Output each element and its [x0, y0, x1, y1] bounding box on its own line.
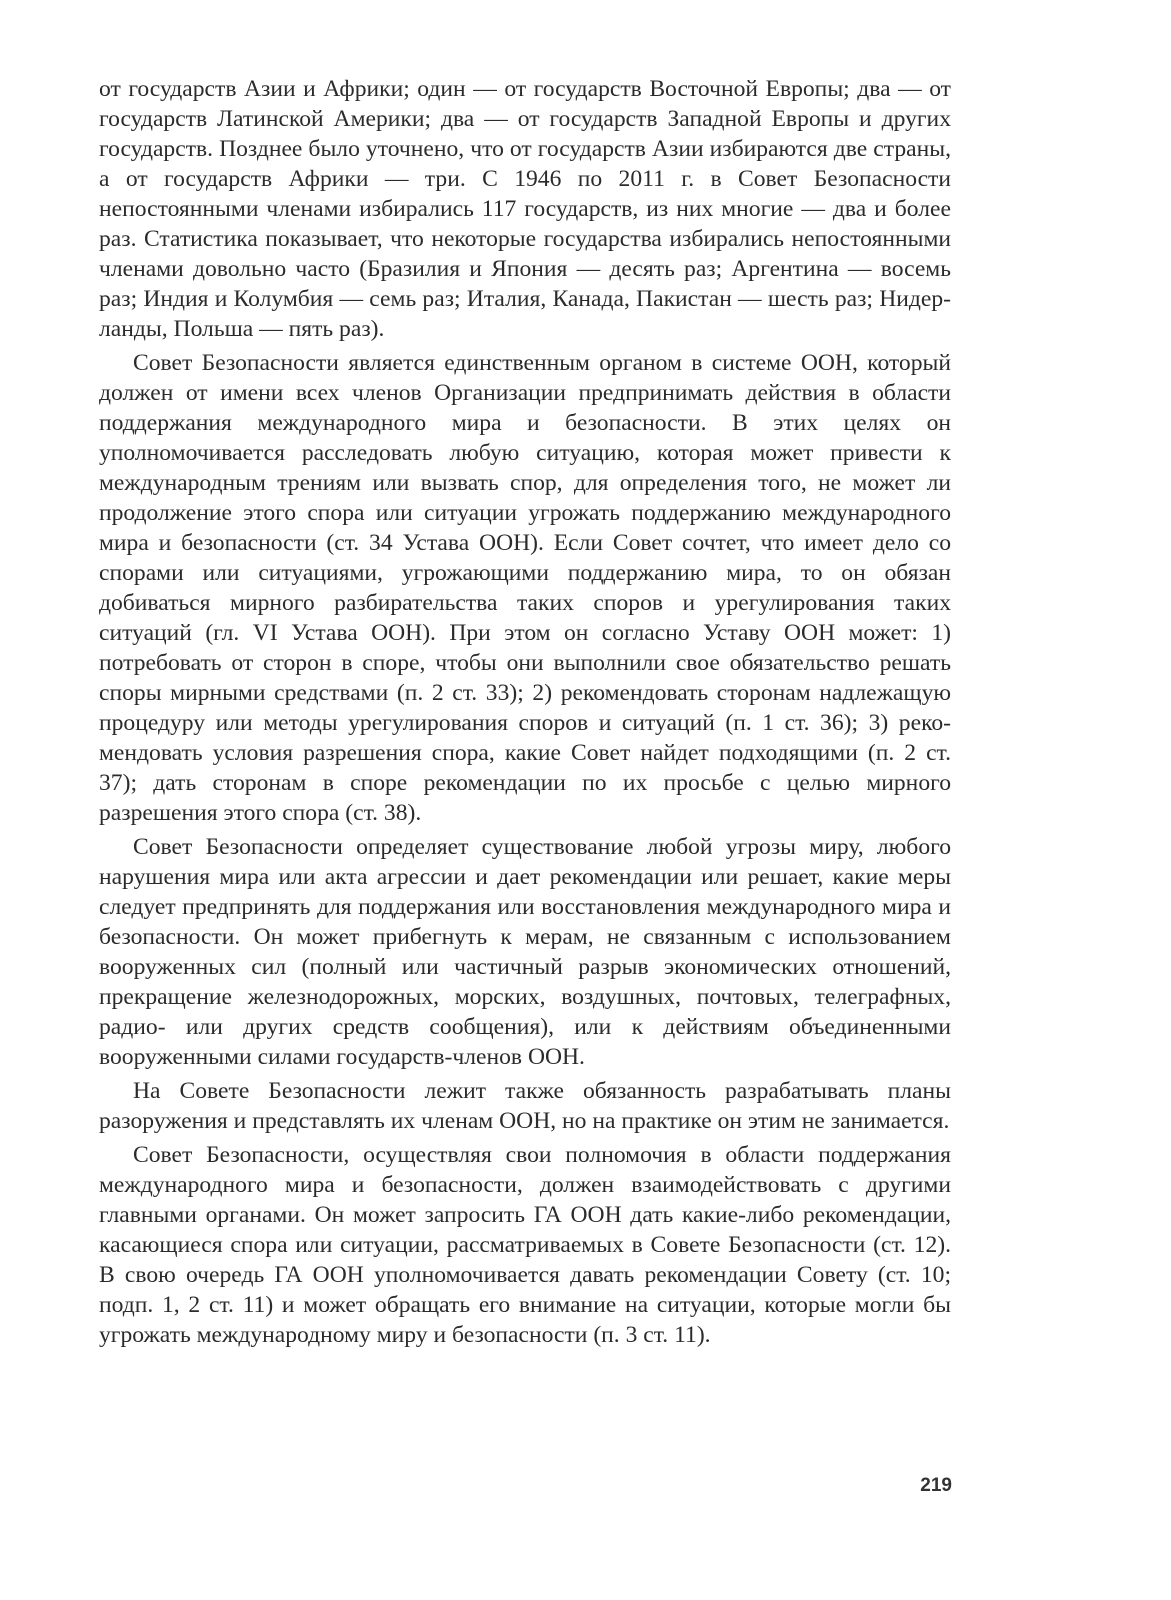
paragraph-interaction: Совет Безопасности, осуществляя свои полномочия в области поддержания международного мира и безопасности, должен взаимодействовать с другими главными органами. Он может запросить ГА ООН дать какие-либо рекомендации, касающиеся спора или ситуации, рассматриваемых в Совете Безопасности (ст. 12). В свою очередь ГА ООН уполномочивается давать рекомендации Совету (ст. 10; подп. 1, 2 ст. 11) и может обращать его внимание на ситуации, которые могли бы угрожать международному миру и безопасности (п. 3 ст. 11).: [99, 1142, 951, 1348]
paragraph-threat-determination: Совет Безопасности определяет существование любой угрозы миру, любого нарушения мира или акта агрессии и дает рекомендации или решает, какие меры следует предпринять для поддержания или восстановления международного мира и безопасности. Он может прибегнуть к мерам, не связанным с использованием вооруженных сил (полный или частичный разрыв экономических отношений, прекращение железнодорожных, морских, воздушных, почтовых, телеграфных, радио- или других средств сообщения), или к действиям объединенными вооруженными силами государств-членов ООН.: [99, 834, 951, 1070]
paragraph-security-council-role: Совет Безопасности является единственным органом в системе ООН, который должен от имени всех членов Организации предпринимать действия в области поддержания международного мира и безопасности. В этих целях он уполномочивается расследовать любую ситуацию, которая может привести к международным трениям или вызвать спор, для определения того, не может ли продолжение этого спора или ситуации угрожать поддержанию международного мира и безопасности (ст. 34 Устава ООН). Если Совет сочтет, что имеет дело со спорами или ситуациями, угрожающими поддержанию мира, то он обязан добиваться мирного разбирательства таких споров и урегулирования таких ситуаций (гл. VI Устава ООН). При этом он согласно Уставу ООН может: 1) потребовать от сторон в споре, чтобы они выполнили свое обязательство решать споры мирными средствами (п. 2 ст. 33); 2) рекомендовать сторонам надлежащую процедуру или методы урегулирования споров и ситуаций (п. 1 ст. 36); 3) рекомендовать условия разрешения спора, какие Совет найдет подходящими (п. 2 ст. 37); дать сторонам в споре рекомендации по их просьбе с целью мирного разрешения этого спора (ст. 38).: [99, 350, 951, 826]
paragraph-disarmament: На Совете Безопасности лежит также обязанность разрабатывать планы разоружения и представлять их членам ООН, но на практике он этим не занимается.: [99, 1078, 951, 1134]
page-number: 219: [920, 1475, 952, 1496]
paragraph-continuation: от государств Азии и Африки; один — от государств Восточной Европы; два — от государств Латинской Америки; два — от государств Западной Европы и других государств. Позднее было уточнено, что от государств Азии избираются две страны, а от государств Африки — три. С 1946 по 2011 г. в Совет Безопасности непостоянными членами избирались 117 государств, из них многие — два и более раз. Статистика показывает, что некоторые государства избирались непостоянными членами довольно часто (Бразилия и Япония — десять раз; Аргентина — восемь раз; Индия и Колумбия — семь раз; Италия, Канада, Пакистан — шесть раз; Нидерланды, Польша — пять раз).: [99, 76, 951, 342]
body-text: [99, 74, 951, 1354]
